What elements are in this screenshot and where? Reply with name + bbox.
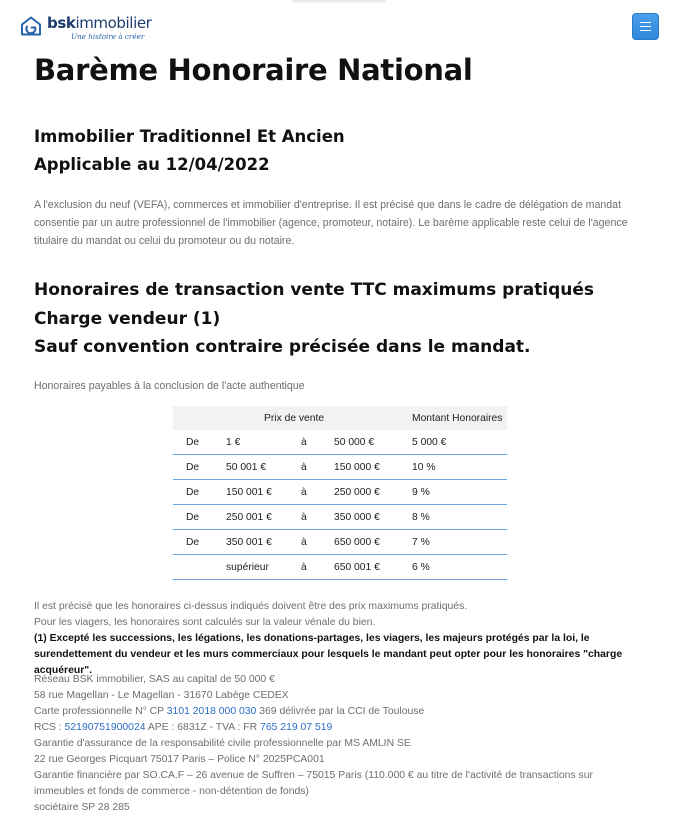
row-de: De <box>173 530 226 555</box>
footer-company: Réseau BSK immobilier, SAS au capital de 50 000 € <box>34 674 275 685</box>
row-to: 50 000 € <box>334 430 412 455</box>
row-fee: 10 % <box>412 455 507 480</box>
legal-footer <box>34 672 634 816</box>
note-exceptions: (1) Excepté les successions, les légations, les donations-partages, les viagers, les majeurs protégés par la loi, le surendettement du vendeur et les murs commerciaux pour lesquels le mandant peut opter pour les honoraires "charge acquéreur". <box>34 633 623 676</box>
hamburger-icon <box>640 22 651 23</box>
header-fee-amount: Montant Honoraires <box>412 406 507 430</box>
row-to: 350 000 € <box>334 505 412 530</box>
row-a: à <box>301 530 334 555</box>
row-fee: 7 % <box>412 530 507 555</box>
table-row <box>173 455 507 480</box>
section-heading <box>34 276 594 362</box>
brand-name: bskimmobilier <box>47 14 152 32</box>
row-to: 650 000 € <box>334 530 412 555</box>
row-to: 250 000 € <box>334 480 412 505</box>
house-logo-icon <box>19 14 43 38</box>
row-fee: 9 % <box>412 480 507 505</box>
subtitle-line-1: Immobilier Traditionnel Et Ancien <box>34 127 345 146</box>
section-heading-line-1: Honoraires de transaction vente TTC maximums pratiqués <box>34 280 595 300</box>
row-a: à <box>301 555 334 580</box>
row-de <box>173 555 226 580</box>
subtitle-line-2: Applicable au 12/04/2022 <box>34 155 270 174</box>
page-title: Barème Honoraire National <box>34 53 473 87</box>
row-a: à <box>301 480 334 505</box>
section-heading-line-3: Sauf convention contraire précisée dans le mandat. <box>34 337 531 357</box>
site-header <box>0 0 681 52</box>
header-sale-price: Prix de vente <box>226 406 412 430</box>
menu-button[interactable] <box>632 13 659 40</box>
row-de: De <box>173 430 226 455</box>
footer-guarantee: Garantie financière par SO.CA.F – 26 avenue de Suffren – 75015 Paris (110.000 € au titre de l'activité de transactions sur immeubles et fonds de commerce - non-détention de fonds) <box>34 770 593 797</box>
table-row <box>173 505 507 530</box>
row-from: 350 001 € <box>226 530 301 555</box>
table-row <box>173 430 507 455</box>
row-from: 250 001 € <box>226 505 301 530</box>
note-line-2: Pour les viagers, les honoraires sont calculés sur la valeur vénale du bien. <box>34 617 376 628</box>
row-a: à <box>301 505 334 530</box>
note-line-1: Il est précisé que les honoraires ci-dessus indiqués doivent être des prix maximums pratiqués. <box>34 601 468 612</box>
card-number-link[interactable]: 3101 2018 000 030 <box>166 706 257 717</box>
fee-table <box>173 406 507 580</box>
rcs-number-link[interactable]: 52190751900024 <box>64 722 146 733</box>
row-from: supérieur <box>226 555 301 580</box>
brand-tagline: Une histoire à créer <box>71 32 145 41</box>
section-heading-line-2: Charge vendeur (1) <box>34 308 221 329</box>
row-de: De <box>173 455 226 480</box>
table-row <box>173 480 507 505</box>
page-subtitle <box>34 123 345 179</box>
intro-paragraph: A l'exclusion du neuf (VEFA), commerces et immobilier d'entreprise. Il est précisé que dans le cadre de délégation de mandat consentie par un autre professionnel de l'immobilier (agence, promoteur, notaire). Le barème applicable reste celui de l'agence titulaire du mandat ou celui du promoteur ou du notaire. <box>34 199 628 247</box>
row-to: 650 001 € <box>334 555 412 580</box>
row-fee: 8 % <box>412 505 507 530</box>
tva-number-link[interactable]: 765 219 07 519 <box>260 722 333 733</box>
footer-address: 58 rue Magellan - Le Magellan - 31670 Labège CEDEX <box>34 690 289 701</box>
row-from: 1 € <box>226 430 301 455</box>
fee-table-header <box>173 406 507 430</box>
table-row <box>173 530 507 555</box>
row-a: à <box>301 430 334 455</box>
top-pull-tab <box>292 0 386 4</box>
row-de: De <box>173 480 226 505</box>
row-a: à <box>301 455 334 480</box>
row-to: 150 000 € <box>334 455 412 480</box>
footer-insurance: Garantie d'assurance de la responsabilité civile professionnelle par MS AMLIN SE <box>34 738 411 749</box>
row-fee: 5 000 € <box>412 430 507 455</box>
row-de: De <box>173 505 226 530</box>
row-fee: 6 % <box>412 555 507 580</box>
row-from: 150 001 € <box>226 480 301 505</box>
footer-member: sociétaire SP 28 285 <box>34 802 130 813</box>
notes-block <box>34 599 649 679</box>
payable-note: Honoraires payables à la conclusion de l'acte authentique <box>34 380 305 392</box>
footer-card: Carte professionnelle N° CP 3101 2018 000 030 369 délivrée par la CCI de Toulouse <box>34 706 425 717</box>
site-logo[interactable] <box>19 14 151 41</box>
footer-insurer-address: 22 rue Georges Picquart 75017 Paris – Police N° 2025PCA001 <box>34 754 325 765</box>
row-from: 50 001 € <box>226 455 301 480</box>
footer-rcs: RCS : 52190751900024 APE : 6831Z - TVA : FR 765 219 07 519 <box>34 722 333 733</box>
table-row <box>173 555 507 580</box>
